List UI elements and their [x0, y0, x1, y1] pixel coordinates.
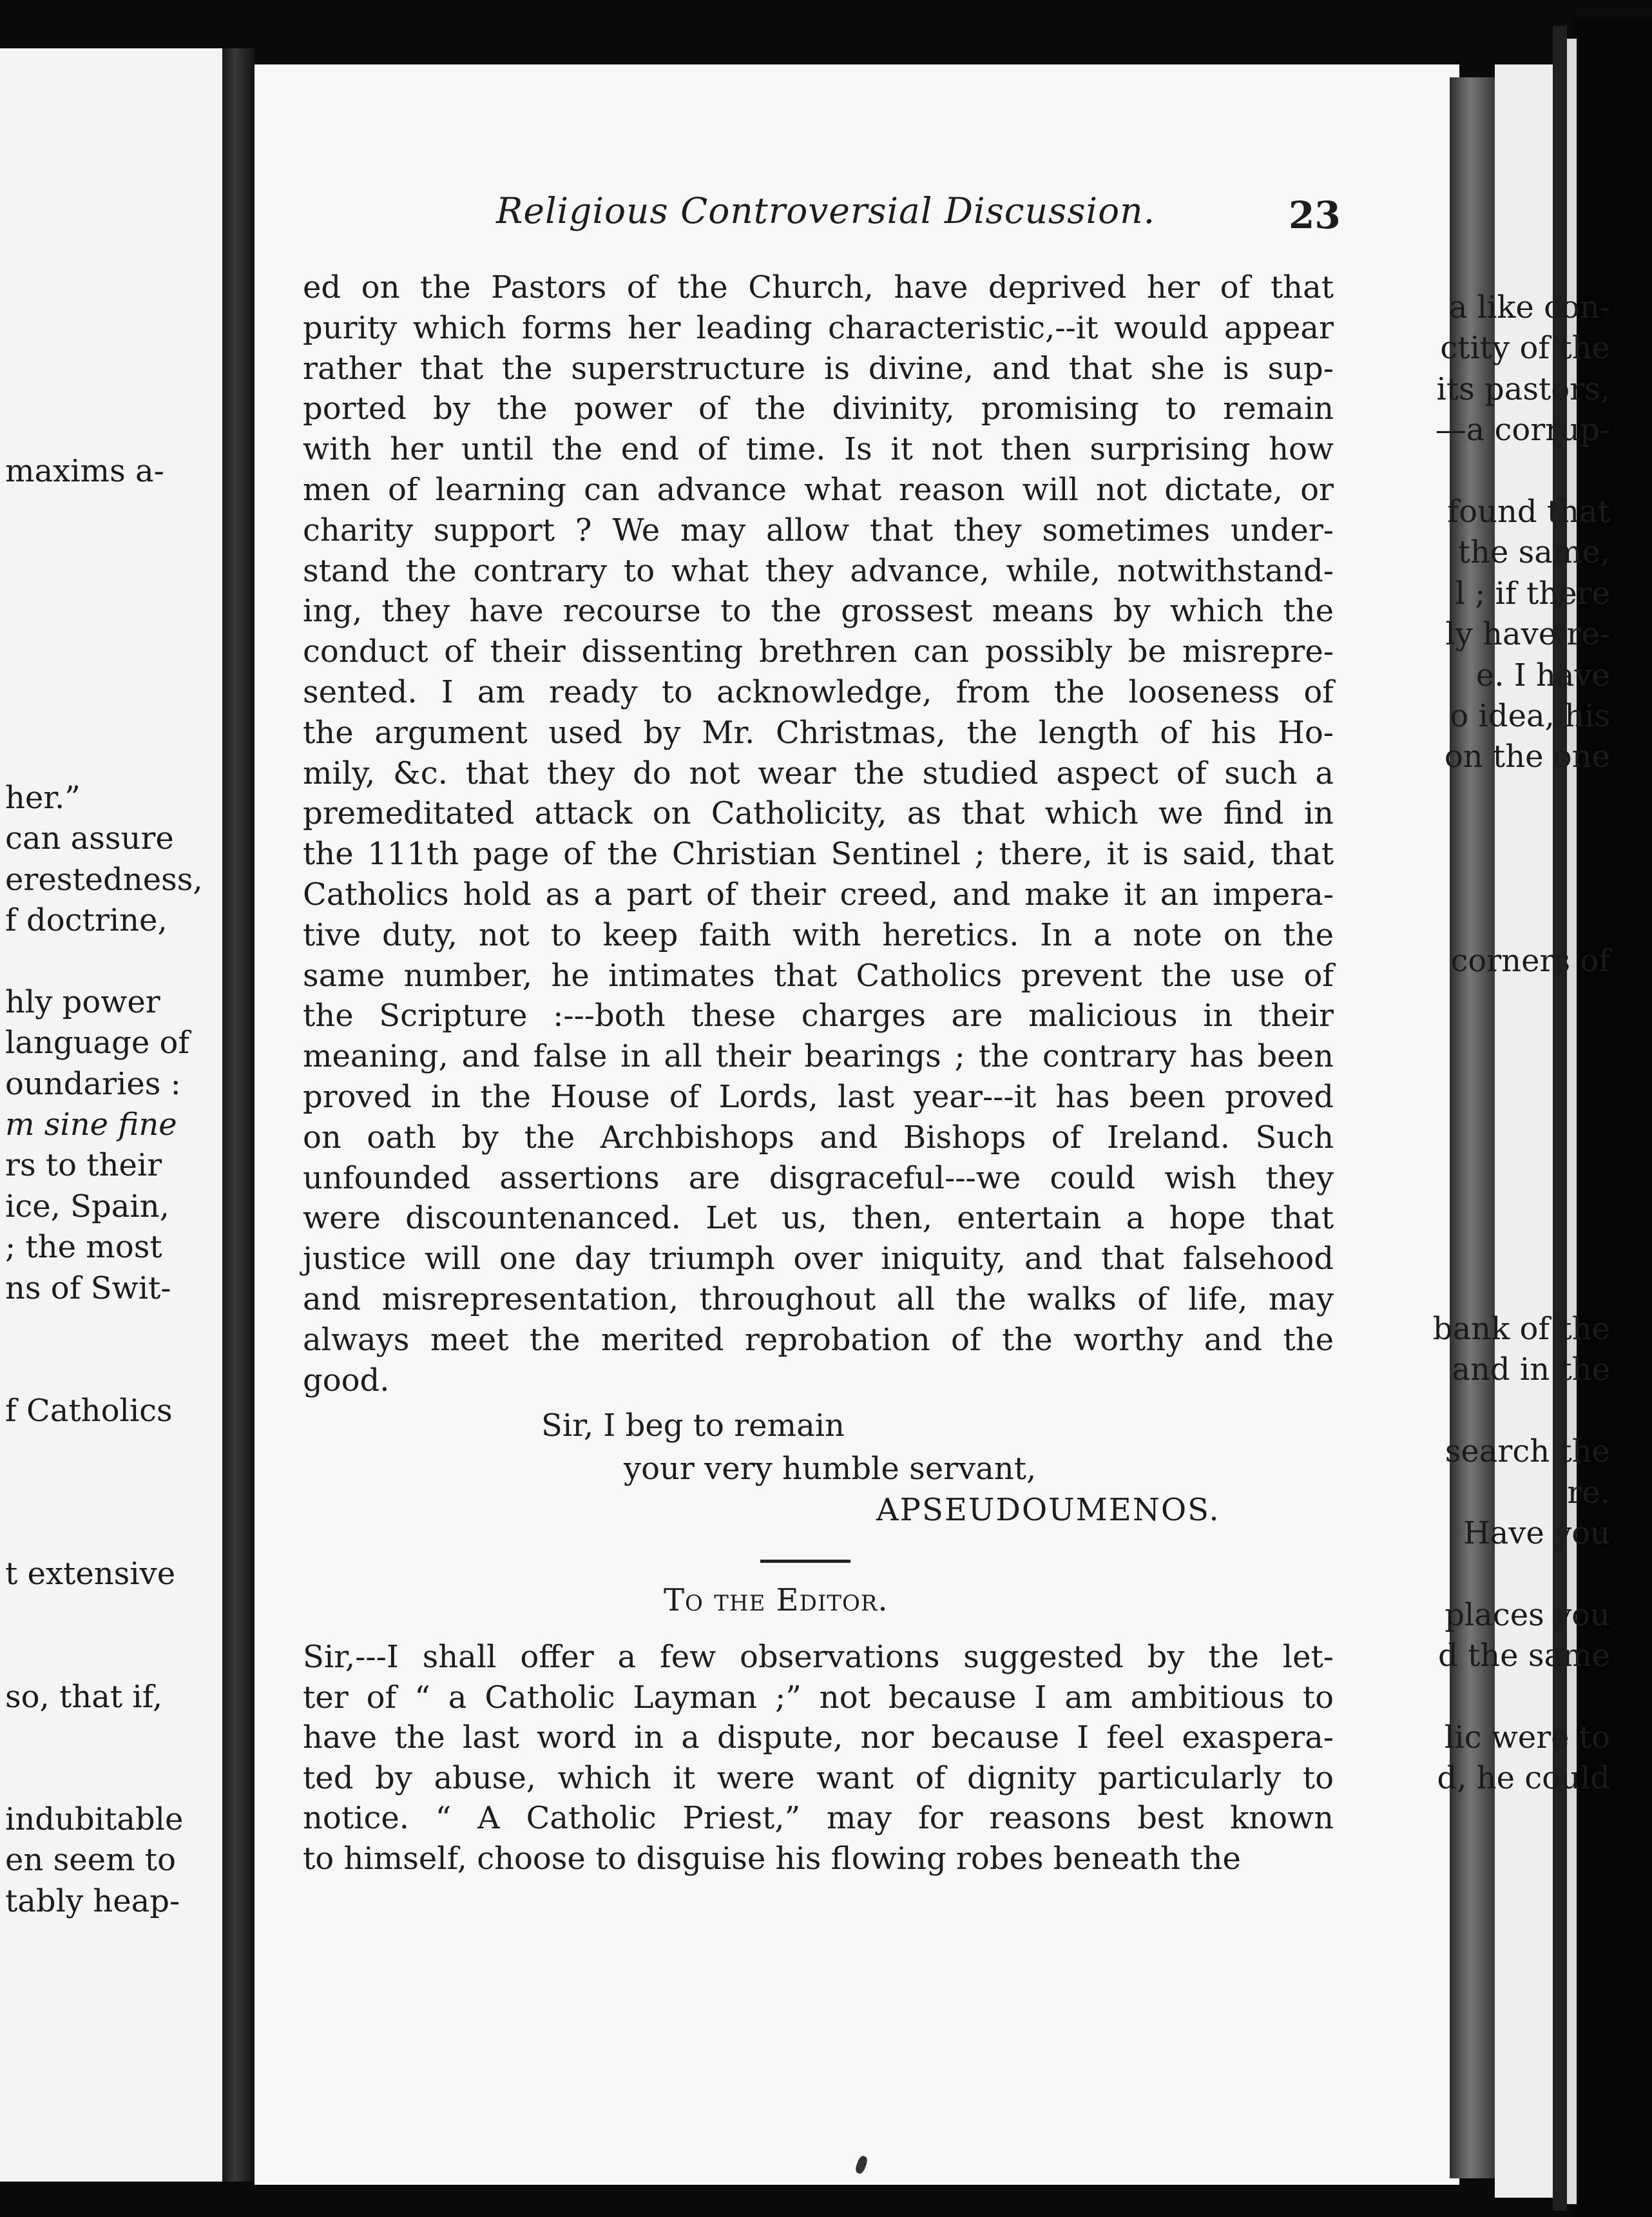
text-line: same number, he intimates that Catholics prevent the use of	[303, 957, 1334, 994]
left-page-fragment: its pastors,	[1436, 371, 1610, 407]
text-line: ing, they have recourse to the grossest means by which the	[303, 593, 1334, 630]
text-line: proved in the House of Lords, last year---it has been proved	[303, 1079, 1334, 1115]
left-page-fragment: indubitable	[5, 1801, 184, 1837]
left-page-fragment: and in the	[1452, 1351, 1610, 1388]
text-line: stand the contrary to what they advance, while, notwithstand-	[303, 552, 1334, 589]
text-line: Catholics hold as a part of their creed, and make it an impera-	[303, 876, 1334, 913]
left-page-fragment: oundaries :	[5, 1065, 181, 1102]
left-page-fragment: —a corrup-	[1435, 412, 1610, 449]
left-page-fragment: t extensive	[5, 1556, 176, 1593]
left-page-fragment: on the one	[1444, 739, 1610, 775]
text-line: the argument used by Mr. Christmas, the length of his Ho-	[303, 714, 1334, 751]
signature: APSEUDOUMENOS.	[876, 1492, 1220, 1528]
section-rule	[760, 1560, 850, 1563]
text-line: on oath by the Archbishops and Bishops of Ireland. Such	[303, 1119, 1334, 1156]
left-page-fragment: d the same	[1437, 1638, 1610, 1674]
left-page-fragment: ; the most	[5, 1229, 162, 1266]
left-page-fragment: ice, Spain,	[5, 1188, 169, 1225]
text-line: the Scripture :---both these charges are malicious in their	[303, 998, 1334, 1034]
left-page-fragment: maxims a-	[5, 452, 164, 489]
left-page-fragment: en seem to	[5, 1842, 176, 1879]
left-page-fragment: corners of	[1450, 943, 1610, 980]
left-page-fragment: a like con-	[1448, 289, 1610, 325]
text-line: conduct of their dissenting brethren can possibly be misrepre-	[303, 634, 1334, 670]
text-line: ter of “ a Catholic Layman ;” not because I am ambitious to	[303, 1679, 1334, 1716]
text-line: unfounded assertions are disgraceful---we could wish they	[303, 1159, 1334, 1196]
left-page-fragment: language of	[5, 1025, 190, 1061]
text-line: with her until the end of time. Is it not then surprising how	[303, 431, 1334, 468]
text-line: rather that the superstructure is divine, and that she is sup-	[303, 350, 1334, 387]
left-page-fragment: f Catholics	[5, 1392, 173, 1429]
left-page-fragment: so, that if,	[5, 1678, 163, 1715]
left-page-fragment: re.	[1567, 1474, 1610, 1511]
text-line: purity which forms her leading characteristic,--it would appear	[303, 309, 1334, 346]
left-page-fragment: rs to their	[5, 1147, 162, 1184]
text-line: tive duty, not to keep faith with heretics. In a note on the	[303, 916, 1334, 953]
text-line: notice. “ A Catholic Priest,” may for reasons best known	[303, 1800, 1334, 1836]
left-page-fragment: tably heap-	[5, 1883, 180, 1919]
left-page-fragment: f doctrine,	[5, 902, 168, 938]
left-page-fragment: ns of Swit-	[5, 1270, 171, 1306]
section-heading: To the Editor.	[664, 1582, 888, 1618]
left-page-fragment: o idea, his	[1450, 698, 1610, 734]
text-line: sented. I am ready to acknowledge, from the looseness of	[303, 674, 1334, 710]
text-line: men of learning can advance what reason will not dictate, or	[303, 472, 1334, 508]
text-line: mily, &c. that they do not wear the studied aspect of such a	[303, 755, 1334, 791]
left-page-fragment: ly have re-	[1445, 616, 1610, 653]
text-line: good.	[303, 1362, 390, 1399]
text-line: ted by abuse, which it were want of dignity particularly to	[303, 1759, 1334, 1796]
left-page-fragment: search the	[1445, 1433, 1610, 1470]
left-page-fragment: erestedness,	[5, 861, 203, 898]
left-page-fragment: places you	[1445, 1596, 1610, 1633]
text-line: justice will one day triumph over iniquity, and that falsehood	[303, 1241, 1334, 1277]
text-line: and misrepresentation, throughout all the walks of life, may	[303, 1281, 1334, 1317]
text-line: Sir,---I shall offer a few observations suggested by the let-	[303, 1639, 1334, 1675]
book-gutter	[222, 48, 255, 2182]
text-line: meaning, and false in all their bearings ; the contrary has been	[303, 1038, 1334, 1075]
text-line: were discountenanced. Let us, then, entertain a hope that	[303, 1200, 1334, 1237]
left-page-fragment: bank of the	[1432, 1311, 1610, 1347]
closing-line: your very humble servant,	[624, 1451, 1037, 1487]
left-page-fragment: ctity of the	[1440, 330, 1610, 367]
left-page-fragment: hly power	[5, 983, 160, 1020]
left-page-fragment: found that	[1447, 494, 1610, 530]
page-number: 23	[1289, 193, 1341, 237]
text-line: premeditated attack on Catholicity, as that which we find in	[303, 795, 1334, 832]
text-line: charity support ? We may allow that they sometimes under-	[303, 512, 1334, 548]
left-page-fragment: can assure	[5, 820, 174, 857]
left-page-fragment: e. I have	[1475, 657, 1610, 693]
text-line: have the last word in a dispute, nor because I feel exaspera-	[303, 1719, 1334, 1756]
text-line: to himself, choose to disguise his flowing robes beneath the	[303, 1840, 1241, 1877]
text-line: ed on the Pastors of the Church, have deprived her of that	[303, 269, 1334, 305]
left-page-fragment: m sine fine	[5, 1107, 177, 1143]
left-page-fragment: the same,	[1457, 534, 1610, 571]
left-page-fragment: d, he could	[1437, 1760, 1610, 1797]
closing-line: Sir, I beg to remain	[541, 1408, 845, 1444]
left-page-fragment: her.”	[5, 779, 81, 816]
text-line: always meet the merited reprobation of the worthy and the	[303, 1321, 1334, 1358]
left-page-fragment: lic were to	[1444, 1719, 1610, 1756]
running-head: Religious Controversial Discussion.	[496, 190, 1156, 231]
text-line: ported by the power of the divinity, promising to remain	[303, 391, 1334, 427]
left-page-fragment: Have you	[1463, 1515, 1610, 1551]
left-page-fragment: l ; if there	[1455, 575, 1610, 612]
text-line: the 111th page of the Christian Sentinel ; there, it is said, that	[303, 836, 1334, 873]
